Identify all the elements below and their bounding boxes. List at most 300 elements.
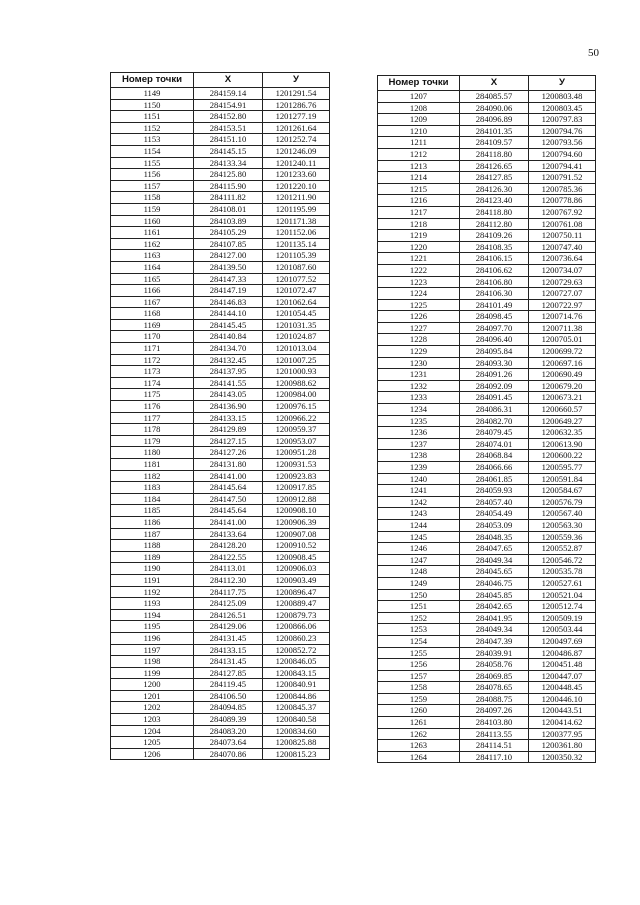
cell-point-number: 1214	[378, 172, 460, 184]
cell-y: 1200660.57	[529, 404, 596, 416]
cell-x: 284112.30	[194, 574, 263, 586]
table-row	[111, 482, 330, 494]
table-row	[111, 598, 330, 610]
cell-x: 284042.65	[460, 601, 529, 613]
table-row	[378, 218, 596, 230]
table-row	[111, 725, 330, 737]
table-row	[378, 659, 596, 671]
cell-x: 284089.39	[194, 714, 263, 726]
table-row	[378, 740, 596, 752]
cell-point-number: 1197	[111, 644, 194, 656]
cell-x: 284147.50	[194, 493, 263, 505]
cell-point-number: 1244	[378, 519, 460, 531]
table-row	[378, 206, 596, 218]
cell-x: 284106.80	[460, 276, 529, 288]
cell-point-number: 1191	[111, 574, 194, 586]
cell-x: 284079.45	[460, 427, 529, 439]
cell-x: 284133.34	[194, 157, 263, 169]
cell-point-number: 1211	[378, 137, 460, 149]
cell-point-number: 1185	[111, 505, 194, 517]
cell-y: 1200552.87	[529, 543, 596, 555]
cell-y: 1201054.45	[263, 308, 330, 320]
cell-x: 284127.85	[460, 172, 529, 184]
cell-x: 284145.45	[194, 319, 263, 331]
cell-point-number: 1258	[378, 682, 460, 694]
table-row	[378, 496, 596, 508]
cell-x: 284107.85	[194, 238, 263, 250]
cell-y: 1200521.04	[529, 589, 596, 601]
table-row	[378, 462, 596, 474]
table-row	[378, 346, 596, 358]
table-row	[378, 438, 596, 450]
cell-point-number: 1208	[378, 102, 460, 114]
cell-y: 1200803.48	[529, 91, 596, 103]
cell-y: 1200595.77	[529, 462, 596, 474]
cell-y: 1200649.27	[529, 415, 596, 427]
cell-y: 1201135.14	[263, 238, 330, 250]
cell-x: 284134.70	[194, 343, 263, 355]
table-row	[378, 160, 596, 172]
table-row	[378, 288, 596, 300]
cell-point-number: 1216	[378, 195, 460, 207]
cell-y: 1200690.49	[529, 369, 596, 381]
table-row	[111, 516, 330, 528]
cell-x: 284129.89	[194, 424, 263, 436]
table-row	[378, 670, 596, 682]
cell-x: 284066.66	[460, 462, 529, 474]
cell-x: 284103.89	[194, 215, 263, 227]
cell-y: 1200729.63	[529, 276, 596, 288]
table-row	[378, 392, 596, 404]
table-row	[111, 203, 330, 215]
cell-point-number: 1229	[378, 346, 460, 358]
cell-point-number: 1235	[378, 415, 460, 427]
cell-point-number: 1161	[111, 227, 194, 239]
cell-x: 284145.64	[194, 482, 263, 494]
cell-y: 1200761.08	[529, 218, 596, 230]
table-row	[111, 308, 330, 320]
cell-x: 284049.34	[460, 554, 529, 566]
table-row	[378, 404, 596, 416]
cell-point-number: 1193	[111, 598, 194, 610]
header-x: X	[460, 76, 529, 91]
table-row	[111, 540, 330, 552]
cell-point-number: 1242	[378, 496, 460, 508]
cell-y: 1200843.15	[263, 667, 330, 679]
table-row	[111, 505, 330, 517]
cell-x: 284058.76	[460, 659, 529, 671]
cell-point-number: 1253	[378, 624, 460, 636]
cell-x: 284096.40	[460, 334, 529, 346]
cell-point-number: 1247	[378, 554, 460, 566]
cell-x: 284113.01	[194, 563, 263, 575]
cell-point-number: 1175	[111, 389, 194, 401]
table-row	[111, 447, 330, 459]
cell-y: 1200794.41	[529, 160, 596, 172]
cell-point-number: 1213	[378, 160, 460, 172]
table-row	[378, 682, 596, 694]
cell-point-number: 1233	[378, 392, 460, 404]
cell-x: 284153.51	[194, 122, 263, 134]
cell-x: 284085.57	[460, 91, 529, 103]
cell-y: 1200966.22	[263, 412, 330, 424]
cell-x: 284092.09	[460, 380, 529, 392]
cell-y: 1200497.69	[529, 635, 596, 647]
table-row	[378, 589, 596, 601]
cell-x: 284113.55	[460, 728, 529, 740]
cell-point-number: 1151	[111, 111, 194, 123]
cell-x: 284145.15	[194, 145, 263, 157]
cell-y: 1200910.52	[263, 540, 330, 552]
cell-x: 284126.30	[460, 183, 529, 195]
table-row	[111, 227, 330, 239]
cell-point-number: 1167	[111, 296, 194, 308]
cell-point-number: 1170	[111, 331, 194, 343]
cell-y: 1200951.28	[263, 447, 330, 459]
table-row	[378, 253, 596, 265]
cell-y: 1200906.03	[263, 563, 330, 575]
cell-y: 1201031.35	[263, 319, 330, 331]
cell-x: 284094.85	[194, 702, 263, 714]
cell-x: 284137.95	[194, 366, 263, 378]
cell-point-number: 1249	[378, 577, 460, 589]
table-header-row	[111, 73, 330, 88]
table-row	[378, 728, 596, 740]
cell-y: 1200512.74	[529, 601, 596, 613]
cell-y: 1200815.23	[263, 748, 330, 760]
cell-point-number: 1261	[378, 717, 460, 729]
cell-point-number: 1157	[111, 180, 194, 192]
table-row	[111, 296, 330, 308]
table-row	[111, 180, 330, 192]
cell-x: 284068.84	[460, 450, 529, 462]
cell-y: 1200907.08	[263, 528, 330, 540]
cell-x: 284095.84	[460, 346, 529, 358]
cell-y: 1200747.40	[529, 241, 596, 253]
cell-y: 1201195.99	[263, 203, 330, 215]
cell-point-number: 1182	[111, 470, 194, 482]
cell-point-number: 1251	[378, 601, 460, 613]
cell-point-number: 1218	[378, 218, 460, 230]
cell-x: 284127.00	[194, 250, 263, 262]
cell-x: 284109.57	[460, 137, 529, 149]
cell-y: 1200486.87	[529, 647, 596, 659]
cell-x: 284111.82	[194, 192, 263, 204]
cell-x: 284059.93	[460, 485, 529, 497]
cell-x: 284117.10	[460, 751, 529, 763]
table-row	[111, 609, 330, 621]
cell-x: 284047.39	[460, 635, 529, 647]
cell-y: 1201240.11	[263, 157, 330, 169]
cell-point-number: 1172	[111, 354, 194, 366]
table-row	[111, 389, 330, 401]
table-row	[111, 111, 330, 123]
table-row	[111, 285, 330, 297]
table-row	[378, 311, 596, 323]
cell-point-number: 1186	[111, 516, 194, 528]
cell-point-number: 1224	[378, 288, 460, 300]
cell-y: 1200846.05	[263, 656, 330, 668]
cell-y: 1200673.21	[529, 392, 596, 404]
cell-x: 284048.35	[460, 531, 529, 543]
table-row	[111, 215, 330, 227]
table-row	[111, 401, 330, 413]
table-row	[111, 354, 330, 366]
cell-x: 284145.64	[194, 505, 263, 517]
table-row	[378, 473, 596, 485]
header-point-number: Номер точки	[111, 73, 194, 88]
cell-point-number: 1189	[111, 551, 194, 563]
cell-point-number: 1240	[378, 473, 460, 485]
table-row	[111, 435, 330, 447]
cell-x: 284093.30	[460, 357, 529, 369]
table-row	[378, 369, 596, 381]
table-row	[378, 125, 596, 137]
table-row	[378, 531, 596, 543]
cell-y: 1200535.78	[529, 566, 596, 578]
table-row	[111, 319, 330, 331]
table-header-row	[378, 76, 596, 91]
cell-point-number: 1217	[378, 206, 460, 218]
cell-x: 284127.15	[194, 435, 263, 447]
cell-y: 1200840.91	[263, 679, 330, 691]
table-row	[111, 157, 330, 169]
cell-x: 284061.85	[460, 473, 529, 485]
cell-y: 1201211.90	[263, 192, 330, 204]
cell-x: 284117.75	[194, 586, 263, 598]
cell-point-number: 1169	[111, 319, 194, 331]
cell-x: 284122.55	[194, 551, 263, 563]
cell-point-number: 1220	[378, 241, 460, 253]
cell-y: 1200443.51	[529, 705, 596, 717]
cell-point-number: 1168	[111, 308, 194, 320]
cell-point-number: 1180	[111, 447, 194, 459]
cell-x: 284129.06	[194, 621, 263, 633]
cell-x: 284127.85	[194, 667, 263, 679]
cell-x: 284133.15	[194, 412, 263, 424]
cell-x: 284151.10	[194, 134, 263, 146]
cell-y: 1201233.60	[263, 169, 330, 181]
cell-point-number: 1204	[111, 725, 194, 737]
cell-point-number: 1234	[378, 404, 460, 416]
cell-y: 1200917.85	[263, 482, 330, 494]
cell-x: 284046.75	[460, 577, 529, 589]
cell-x: 284053.09	[460, 519, 529, 531]
cell-y: 1200527.61	[529, 577, 596, 589]
cell-y: 1201077.52	[263, 273, 330, 285]
cell-point-number: 1164	[111, 261, 194, 273]
table-row	[378, 450, 596, 462]
cell-point-number: 1227	[378, 322, 460, 334]
cell-x: 284073.64	[194, 737, 263, 749]
cell-point-number: 1166	[111, 285, 194, 297]
header-point-number: Номер точки	[378, 76, 460, 91]
table-row	[378, 647, 596, 659]
table-row	[111, 493, 330, 505]
cell-y: 1200791.52	[529, 172, 596, 184]
cell-y: 1200377.95	[529, 728, 596, 740]
cell-y: 1200576.79	[529, 496, 596, 508]
cell-x: 284039.91	[460, 647, 529, 659]
cell-y: 1200988.62	[263, 377, 330, 389]
cell-point-number: 1246	[378, 543, 460, 555]
table-row	[378, 601, 596, 613]
cell-x: 284045.65	[460, 566, 529, 578]
table-row	[111, 238, 330, 250]
cell-y: 1200984.00	[263, 389, 330, 401]
table-row	[378, 322, 596, 334]
cell-x: 284108.01	[194, 203, 263, 215]
cell-point-number: 1250	[378, 589, 460, 601]
cell-point-number: 1187	[111, 528, 194, 540]
cell-y: 1201007.25	[263, 354, 330, 366]
cell-y: 1200451.48	[529, 659, 596, 671]
cell-x: 284115.90	[194, 180, 263, 192]
cell-y: 1200714.76	[529, 311, 596, 323]
table-row	[111, 459, 330, 471]
cell-x: 284146.83	[194, 296, 263, 308]
cell-point-number: 1196	[111, 632, 194, 644]
table-row	[111, 366, 330, 378]
cell-x: 284143.05	[194, 389, 263, 401]
cell-point-number: 1152	[111, 122, 194, 134]
table-row	[378, 717, 596, 729]
cell-x: 284097.70	[460, 322, 529, 334]
cell-point-number: 1225	[378, 299, 460, 311]
cell-x: 284147.19	[194, 285, 263, 297]
cell-x: 284045.85	[460, 589, 529, 601]
cell-point-number: 1243	[378, 508, 460, 520]
table-row	[111, 169, 330, 181]
cell-y: 1200600.22	[529, 450, 596, 462]
cell-y: 1201261.64	[263, 122, 330, 134]
table-row	[378, 415, 596, 427]
cell-y: 1200699.72	[529, 346, 596, 358]
table-row	[111, 690, 330, 702]
cell-point-number: 1198	[111, 656, 194, 668]
cell-point-number: 1245	[378, 531, 460, 543]
cell-y: 1200697.16	[529, 357, 596, 369]
cell-point-number: 1207	[378, 91, 460, 103]
table-row	[111, 563, 330, 575]
cell-x: 284132.45	[194, 354, 263, 366]
table-row	[378, 554, 596, 566]
cell-point-number: 1173	[111, 366, 194, 378]
cell-y: 1200889.47	[263, 598, 330, 610]
cell-x: 284127.26	[194, 447, 263, 459]
cell-y: 1201000.93	[263, 366, 330, 378]
cell-x: 284152.80	[194, 111, 263, 123]
table-row	[111, 261, 330, 273]
cell-point-number: 1221	[378, 253, 460, 265]
header-y: У	[529, 76, 596, 91]
cell-point-number: 1163	[111, 250, 194, 262]
cell-y: 1200976.15	[263, 401, 330, 413]
table-row	[111, 574, 330, 586]
table-row	[378, 577, 596, 589]
cell-x: 284140.84	[194, 331, 263, 343]
cell-y: 1200906.39	[263, 516, 330, 528]
table-row	[111, 343, 330, 355]
table-row	[378, 751, 596, 763]
cell-x: 284086.31	[460, 404, 529, 416]
cell-x: 284091.45	[460, 392, 529, 404]
table-row	[111, 192, 330, 204]
table-row	[111, 551, 330, 563]
cell-y: 1200931.53	[263, 459, 330, 471]
cell-point-number: 1174	[111, 377, 194, 389]
cell-point-number: 1236	[378, 427, 460, 439]
cell-x: 284159.14	[194, 88, 263, 100]
cell-point-number: 1209	[378, 114, 460, 126]
cell-point-number: 1222	[378, 264, 460, 276]
cell-x: 284154.91	[194, 99, 263, 111]
cell-x: 284070.86	[194, 748, 263, 760]
cell-x: 284106.30	[460, 288, 529, 300]
cell-y: 1201252.74	[263, 134, 330, 146]
table-row	[378, 230, 596, 242]
cell-x: 284091.26	[460, 369, 529, 381]
cell-point-number: 1178	[111, 424, 194, 436]
table-row	[111, 528, 330, 540]
cell-point-number: 1188	[111, 540, 194, 552]
cell-y: 1200448.45	[529, 682, 596, 694]
cell-y: 1200563.30	[529, 519, 596, 531]
table-row	[378, 357, 596, 369]
cell-y: 1200840.58	[263, 714, 330, 726]
cell-y: 1200794.76	[529, 125, 596, 137]
cell-x: 284088.75	[460, 693, 529, 705]
cell-x: 284118.80	[460, 206, 529, 218]
cell-y: 1200727.07	[529, 288, 596, 300]
table-row	[378, 612, 596, 624]
cell-point-number: 1260	[378, 705, 460, 717]
cell-y: 1200896.47	[263, 586, 330, 598]
table-row	[111, 702, 330, 714]
cell-x: 284112.80	[460, 218, 529, 230]
table-row	[111, 621, 330, 633]
cell-point-number: 1212	[378, 148, 460, 160]
cell-point-number: 1201	[111, 690, 194, 702]
cell-point-number: 1200	[111, 679, 194, 691]
cell-point-number: 1230	[378, 357, 460, 369]
table-row	[378, 299, 596, 311]
cell-x: 284101.35	[460, 125, 529, 137]
cell-point-number: 1176	[111, 401, 194, 413]
cell-y: 1200613.90	[529, 438, 596, 450]
cell-y: 1200959.37	[263, 424, 330, 436]
cell-point-number: 1181	[111, 459, 194, 471]
cell-x: 284103.80	[460, 717, 529, 729]
cell-x: 284054.49	[460, 508, 529, 520]
table-row	[378, 183, 596, 195]
cell-point-number: 1239	[378, 462, 460, 474]
table-row	[378, 114, 596, 126]
cell-point-number: 1262	[378, 728, 460, 740]
cell-x: 284126.65	[460, 160, 529, 172]
cell-point-number: 1237	[378, 438, 460, 450]
cell-x: 284125.80	[194, 169, 263, 181]
table-row	[111, 412, 330, 424]
cell-point-number: 1199	[111, 667, 194, 679]
cell-point-number: 1264	[378, 751, 460, 763]
cell-point-number: 1153	[111, 134, 194, 146]
cell-y: 1201105.39	[263, 250, 330, 262]
table-row	[378, 137, 596, 149]
cell-y: 1200903.49	[263, 574, 330, 586]
cell-x: 284147.33	[194, 273, 263, 285]
table-row	[378, 91, 596, 103]
